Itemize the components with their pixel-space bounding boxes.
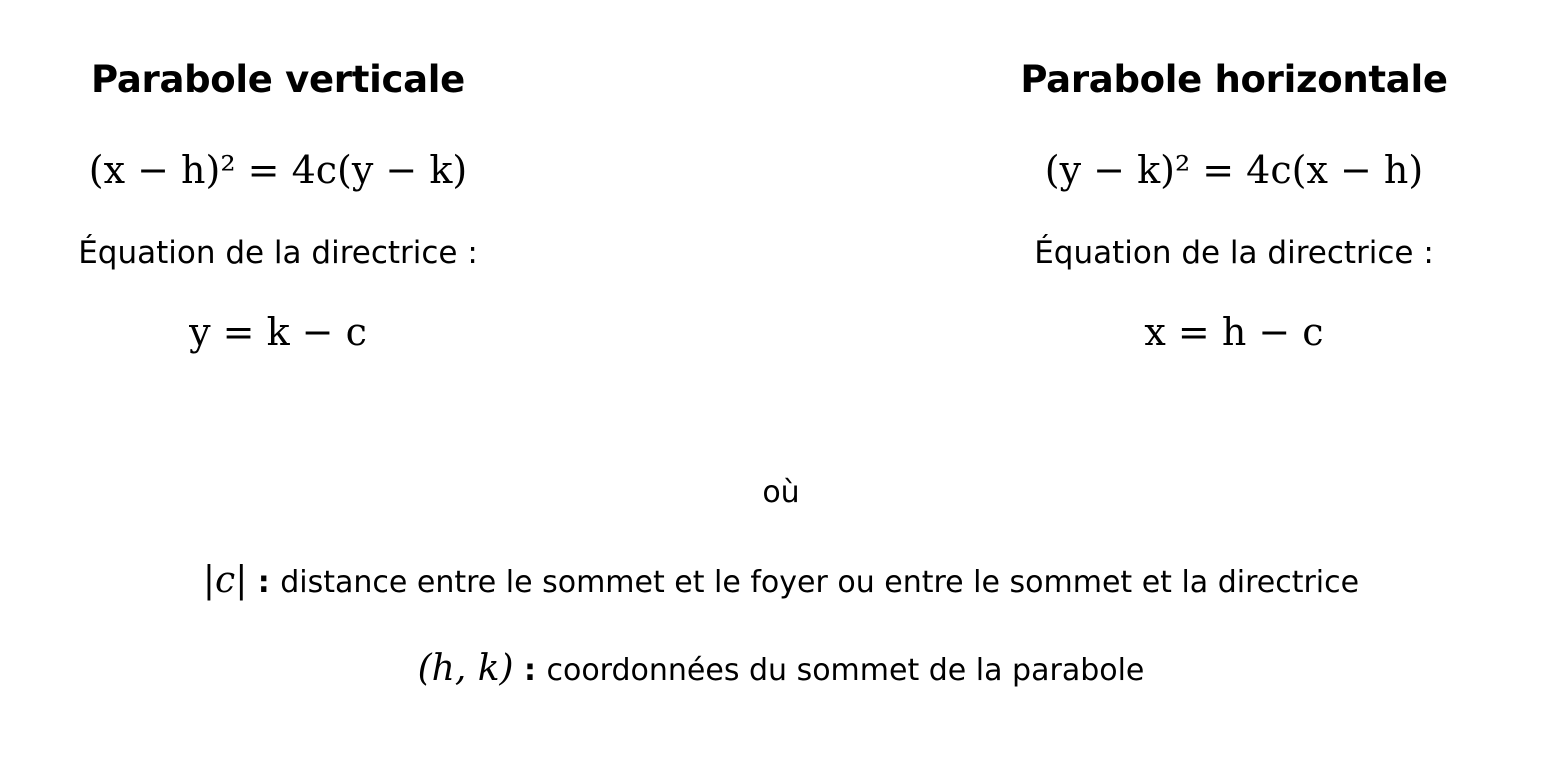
horizontal-parabola-title: Parabole horizontale — [1020, 58, 1448, 101]
vertical-directrix-equation: y = k − c — [189, 310, 367, 354]
definition-vertex-text: coordonnées du sommet de la parabole — [546, 653, 1145, 688]
definition-vertex-symbol: (h, k) — [417, 648, 514, 689]
vertical-directrix-label: Équation de la directrice : — [78, 235, 478, 271]
where-word: où — [762, 475, 800, 510]
horizontal-directrix-label: Équation de la directrice : — [1034, 235, 1434, 271]
definition-c-symbol: |c| — [202, 560, 248, 601]
definition-vertex-colon: : — [513, 653, 547, 688]
vertical-parabola-title: Parabole verticale — [91, 58, 465, 101]
horizontal-parabola-equation: (y − k)² = 4c(x − h) — [1044, 148, 1424, 192]
definition-vertex — [0, 643, 1562, 697]
definition-c — [0, 555, 1562, 609]
definition-c-colon: : — [247, 565, 281, 600]
horizontal-directrix-equation: x = h − c — [1144, 310, 1324, 354]
definition-c-text: distance entre le sommet et le foyer ou entre le sommet et la directrice — [280, 565, 1360, 600]
vertical-parabola-equation: (x − h)² = 4c(y − k) — [88, 148, 468, 192]
